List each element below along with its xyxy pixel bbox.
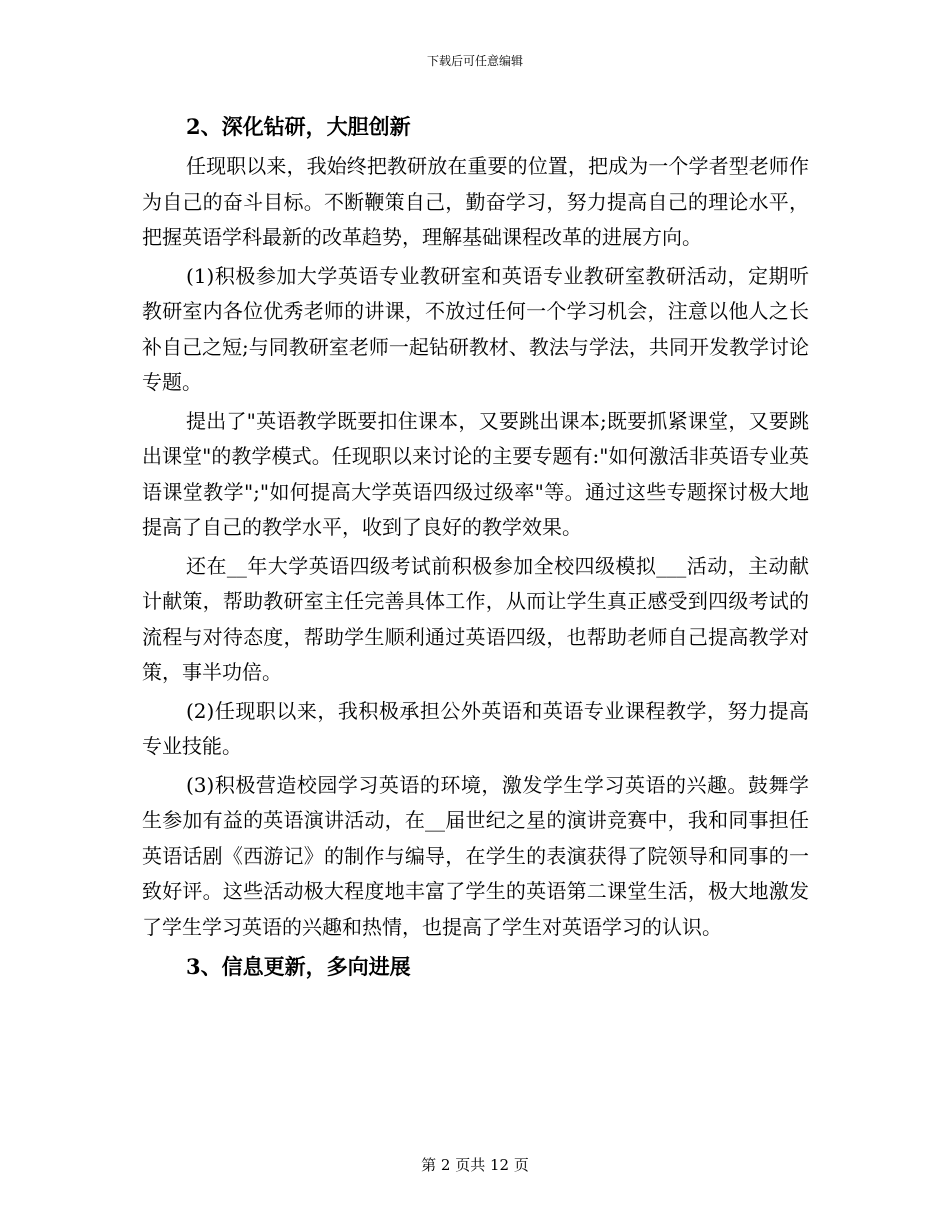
paragraph: 提出了"英语教学既要扣住课本，又要跳出课本;既要抓紧课堂，又要跳出课堂"的教学模式。任现职以来讨论的主要专题有:"如何激活非英语专业英语课堂教学";"如何提高大学英语四级过级率"等。通过这些专题探讨极大地提高了自己的教学水平，收到了良好的教学效果。: [142, 408, 809, 539]
section-heading: 2、深化钻研，大胆创新: [186, 114, 411, 139]
page-footer: 第 2 页共 12 页: [421, 1156, 529, 1174]
paragraph: (2)任现职以来，我积极承担公外英语和英语专业课程教学，努力提高专业技能。: [142, 698, 809, 758]
paragraph: (1)积极参加大学英语专业教研室和英语专业教研室教研活动，定期听教研室内各位优秀老师的讲课，不放过任何一个学习机会，注意以他人之长补自己之短;与同教研室老师一起钻研教材、教法与学法，共同开发教学讨论专题。: [142, 263, 809, 394]
paragraph: 还在__年大学英语四级考试前积极参加全校四级模拟___活动，主动献计献策，帮助教研室主任完善具体工作，从而让学生真正感受到四级考试的流程与对待态度，帮助学生顺利通过英语四级，也帮助老师自己提高教学对策，事半功倍。: [142, 553, 809, 684]
paragraph: 任现职以来，我始终把教研放在重要的位置，把成为一个学者型老师作为自己的奋斗目标。不断鞭策自己，勤奋学习，努力提高自己的理论水平，把握英语学科最新的改革趋势，理解基础课程改革的进展方向。: [142, 154, 809, 249]
paragraph: (3)积极营造校园学习英语的环境，激发学生学习英语的兴趣。鼓舞学生参加有益的英语演讲活动，在__届世纪之星的演讲竞赛中，我和同事担任英语话剧《西游记》的制作与编导，在学生的表演获得了院领导和同事的一致好评。这些活动极大程度地丰富了学生的英语第二课堂生活，极大地激发了学生学习英语的兴趣和热情，也提高了学生对英语学习的认识。: [142, 772, 809, 939]
page-header: 下载后可任意编辑: [426, 54, 523, 68]
document-body: [142, 108, 809, 989]
section-heading: 3、信息更新，多向进展: [186, 954, 411, 979]
